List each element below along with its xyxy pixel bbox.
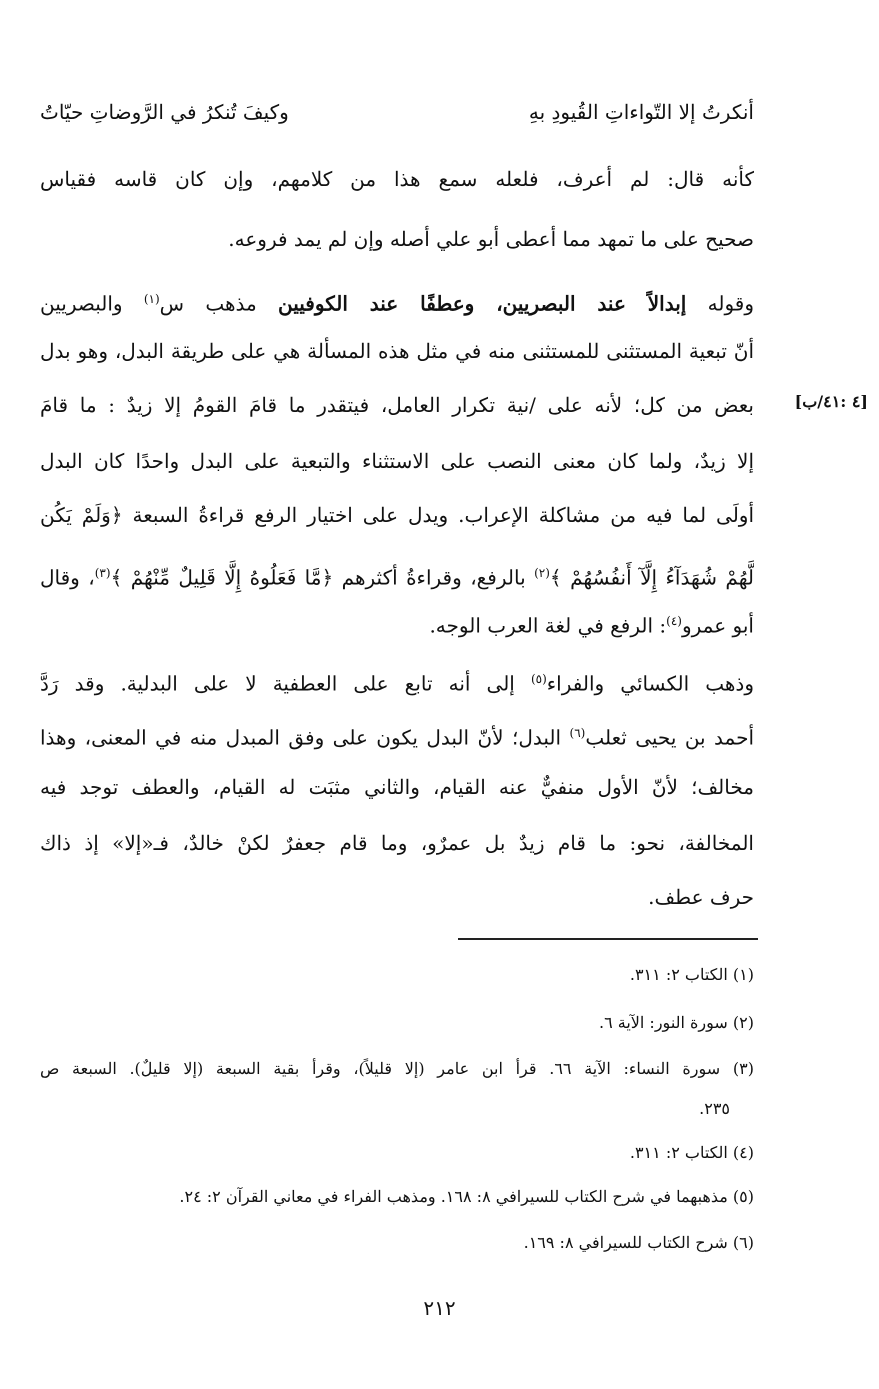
footnote-ref-1[interactable]: (١) — [143, 292, 160, 306]
footnote-1: (١) الكتاب ٢: ٣١١. — [629, 965, 754, 984]
para3-line4: المخالفة، نحو: ما قام زيدٌ بل عمرٌو، وما قام جعفرٌ لكنْ خالدٌ، فـ«إلا» إذ ذاك — [40, 831, 754, 855]
footnote-5: (٥) مذهبهما في شرح الكتاب للسيرافي ٨: ١٦٨. ومذهب الفراء في معاني القرآن ٢: ٢٤. — [179, 1187, 754, 1206]
para2-line3: بعض من كل؛ لأنه على /نية تكرار العامل، فيتقدر ما قامَ القومُ إلا زيدٌ : ما قامَ — [40, 393, 754, 417]
para2-text: والبصريين — [40, 291, 144, 316]
para2-line1 — [40, 284, 754, 319]
para3-line1 — [40, 664, 754, 699]
footnote-3-line2: ٢٣٥. — [699, 1099, 730, 1118]
page-number: ٢١٢ — [423, 1296, 456, 1320]
footnote-2: (٢) سورة النور: الآية ٦. — [598, 1013, 754, 1032]
footnote-ref-6[interactable]: (٦) — [569, 726, 586, 740]
footnote-6: (٦) شرح الكتاب للسيرافي ٨: ١٦٩. — [523, 1233, 754, 1252]
para2-text: : الرفع في لغة العرب الوجه. — [429, 613, 667, 638]
footnote-ref-4[interactable]: (٤) — [666, 614, 682, 628]
para3-line5: حرف عطف. — [648, 885, 754, 909]
para2-text: أبو عمرو — [681, 613, 754, 638]
para1-line2: صحيح على ما تمهد مما أعطى أبو علي أصله وإن لم يمد فروعه. — [228, 227, 754, 251]
para2-line6 — [40, 558, 754, 593]
footnote-separator — [458, 938, 758, 940]
poem-verse — [40, 100, 754, 136]
para2-text: مذهب س — [159, 291, 279, 316]
para2-line7 — [40, 606, 754, 641]
para2-line5: أولَى لما فيه من مشاكلة الإعراب. ويدل على اختيار الرفع قراءةُ السبعة ﴿وَلَمْ يَكُن — [40, 503, 754, 527]
para3-line3: مخالف؛ لأنّ الأول منفيٌّ عنه القيام، والثاني مثبَت له القيام، والعطف توجد فيه — [40, 775, 754, 799]
para3-text: وذهب الكسائي والفراء — [546, 671, 754, 696]
para3-text: إلى أنه تابع على العطفية لا على البدلية. وقد رَدَّ — [40, 671, 531, 696]
para3-line2 — [40, 718, 754, 753]
footnote-ref-5[interactable]: (٥) — [530, 672, 547, 686]
footnote-4: (٤) الكتاب ٢: ٣١١. — [629, 1143, 754, 1162]
footnote-3-line1: (٣) سورة النساء: الآية ٦٦. قرأ ابن عامر (إلا قليلاً)، وقرأ بقية السبعة (إلا قليلٌ). السبعة ص — [40, 1059, 754, 1078]
footnote-ref-3[interactable]: (٣) — [94, 566, 111, 580]
poem-first-hemistich: أنكرتُ إلا التّواءاتِ القُيودِ بهِ — [528, 100, 754, 124]
para2-bold-phrase: إبدالاً عند البصريين، وعطفًا عند الكوفيين — [278, 291, 687, 316]
para2-text: ، وقال — [40, 565, 95, 590]
para2-text: وقوله — [686, 291, 754, 316]
para1-line1: كأنه قال: لم أعرف، فلعله سمع هذا من كلامهم، وإن كان قاسه فقياس — [40, 167, 754, 191]
para2-line2: أنّ تبعية المستثنى للمستثنى منه في مثل هذه المسألة هي على طريقة البدل، وهو بدل — [40, 339, 754, 363]
para3-text: أحمد بن يحيى ثعلب — [585, 725, 754, 750]
para2-line4: إلا زيدٌ، ولما كان معنى النصب على الاستثناء والتبعية على البدل واحدًا كان البدل — [40, 449, 754, 473]
quran-quote-1: لَّهُمْ شُهَدَآءُ إِلَّآ أَنفُسُهُمْ ﴾ — [549, 565, 754, 590]
para3-text: البدل؛ لأنّ البدل يكون على وفق المبدل منه في المعنى، وهذا — [40, 725, 570, 750]
poem-second-hemistich: وكيفَ تُنكرُ في الرَّوضاتِ حيّاتُ — [40, 100, 289, 124]
manuscript-margin-note: [٤ :٤١/ب] — [794, 392, 868, 411]
footnote-ref-2[interactable]: (٢) — [534, 566, 550, 580]
quran-quote-2: بالرفع، وقراءةُ أكثرهم ﴿مَّا فَعَلُوهُ إِلَّا قَلِيلٌ مِّنْهُمْ ﴾ — [110, 565, 535, 590]
